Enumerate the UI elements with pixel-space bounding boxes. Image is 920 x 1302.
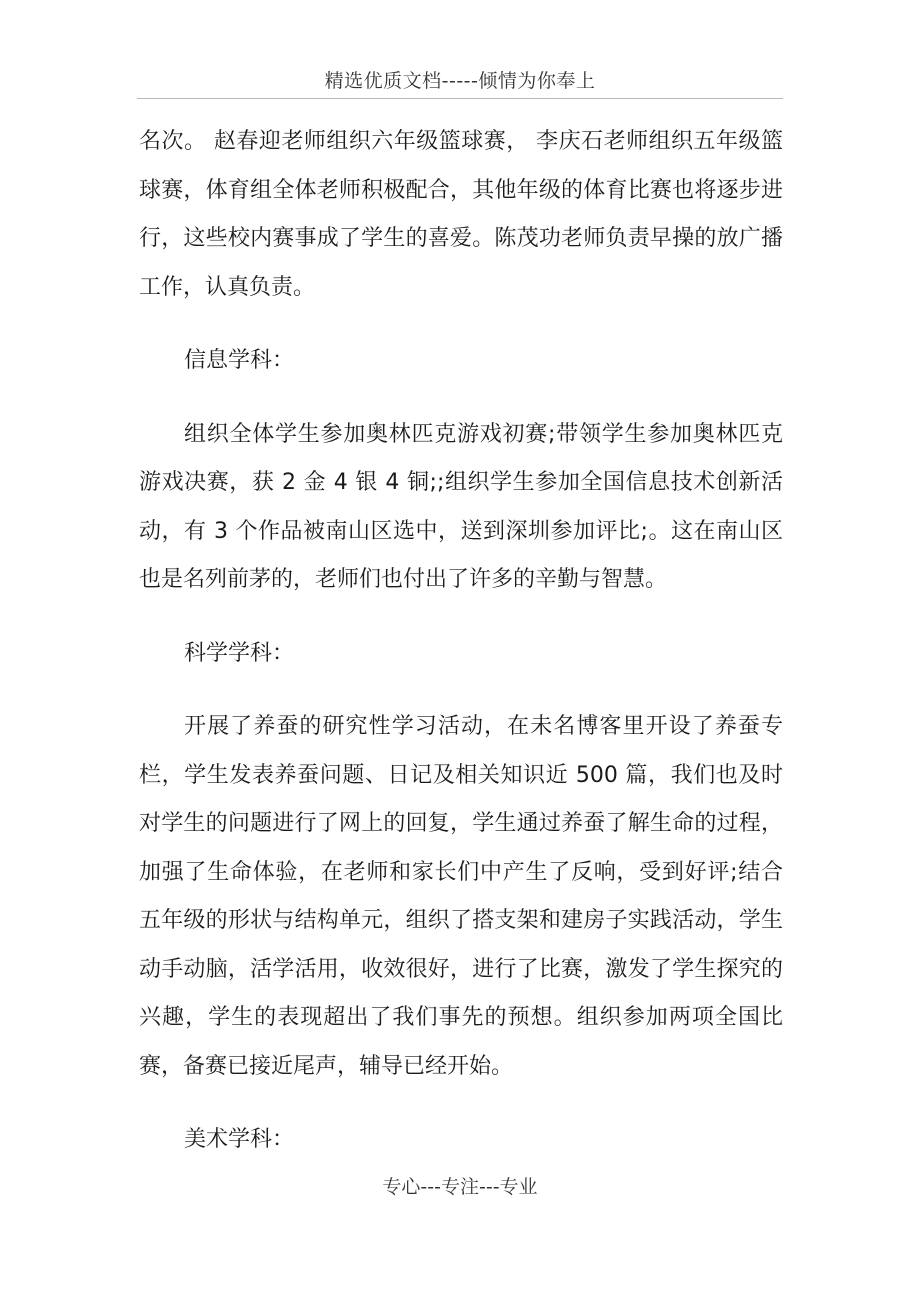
paragraph-info: 组织全体学生参加奥林匹克游戏初赛;带领学生参加奥林匹克游戏决赛，获 2 金 4 银 4 铜;;组织学生参加全国信息技术创新活动，有 3 个作品被南山区选中，送到深圳参加评比;。这在南山区也是名列前茅的，老师们也付出了许多的辛勤与智慧。 — [139, 421, 783, 592]
page-footer: 专心---专注---专业 — [382, 1176, 538, 1198]
section-heading-art: 美术学科： — [184, 1127, 295, 1152]
section-heading-science: 科学学科： — [184, 640, 295, 666]
document-body — [139, 118, 783, 1165]
header-divider — [137, 98, 783, 99]
paragraph-science: 开展了养蚕的研究性学习活动，在未名博客里开设了养蚕专栏，学生发表养蚕问题、日记及相关知识近 500 篇，我们也及时对学生的问题进行了网上的回复，学生通过养蚕了解生命的过程，加强了生命体验，在老师和家长们中产生了反响，受到好评;结合五年级的形状与结构单元，组织了搭支架和建房子实践活动，学生动手动脑，活学活用，收效很好，进行了比赛，激发了学生探究的兴趣，学生的表现超出了我们事先的预想。组织参加两项全国比赛，备赛已接近尾声，辅导已经开始。 — [139, 714, 783, 1079]
section-heading-info: 信息学科： — [184, 348, 295, 373]
page-header: 精选优质文档-----倾情为你奉上 — [324, 70, 596, 92]
paragraph-sports-continued: 名次。 赵春迎老师组织六年级篮球赛， 李庆石老师组织五年级篮球赛，体育组全体老师积极配合，其他年级的体育比赛也将逐步进行，这些校内赛事成了学生的喜爱。陈茂功老师负责早操的放广播工作，认真负责。 — [139, 129, 783, 300]
